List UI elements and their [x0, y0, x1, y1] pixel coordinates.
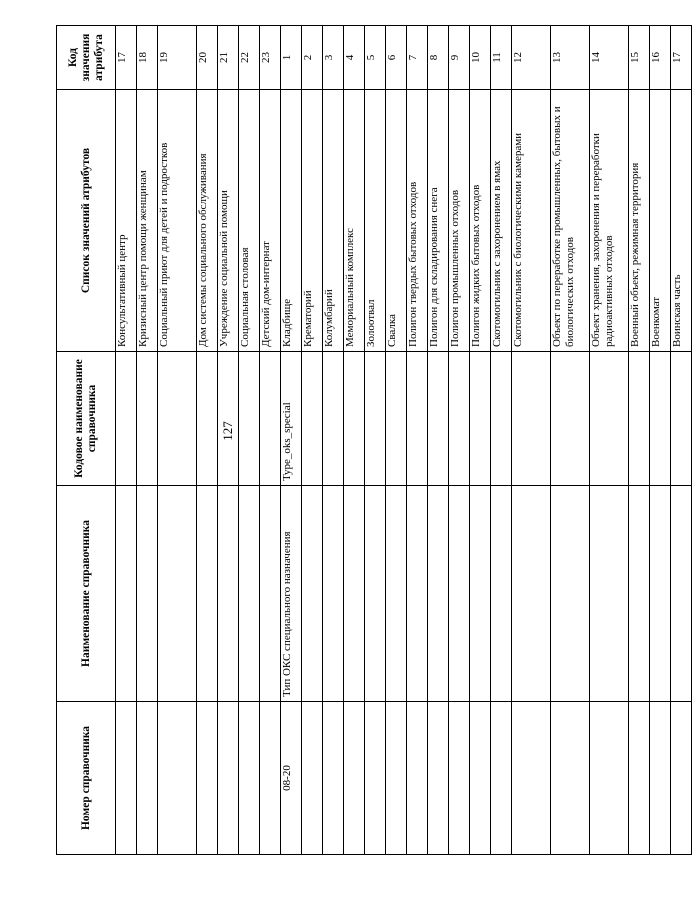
rotated-table-container	[56, 33, 683, 855]
cell-number	[407, 702, 428, 855]
cell-number	[344, 702, 365, 855]
cell-name	[491, 486, 512, 702]
cell-attr-code: 3	[323, 26, 344, 90]
cell-attr-code: 21	[218, 26, 239, 90]
cell-value: Мемориальный комплекс	[344, 90, 365, 352]
cell-name	[590, 486, 629, 702]
cell-value: Социальный приют для детей и подростков	[158, 90, 197, 352]
cell-name	[158, 486, 197, 702]
cell-number	[551, 702, 590, 855]
table-row	[302, 26, 323, 855]
cell-attr-code: 9	[449, 26, 470, 90]
cell-code-name	[158, 352, 197, 486]
cell-name	[239, 486, 260, 702]
cell-attr-code: 1	[281, 26, 302, 90]
cell-value: Объект по переработке промышленных, бытовых и биологических отходов	[551, 90, 590, 352]
cell-name	[449, 486, 470, 702]
cell-number	[365, 702, 386, 855]
cell-attr-code: 13	[551, 26, 590, 90]
cell-name	[407, 486, 428, 702]
cell-name	[551, 486, 590, 702]
table-row	[239, 26, 260, 855]
cell-value: Кладбище	[281, 90, 302, 352]
table-row	[323, 26, 344, 855]
cell-code-name	[218, 352, 239, 486]
cell-value: Полигон жидких бытовых отходов	[470, 90, 491, 352]
cell-name	[650, 486, 671, 702]
cell-code-name	[428, 352, 449, 486]
cell-code-name	[386, 352, 407, 486]
cell-attr-code: 19	[158, 26, 197, 90]
cell-name	[671, 486, 692, 702]
cell-attr-code: 20	[197, 26, 218, 90]
cell-code-name	[137, 352, 158, 486]
cell-code-name	[116, 352, 137, 486]
table-row	[281, 26, 302, 855]
cell-name	[116, 486, 137, 702]
page-number: 127	[220, 421, 235, 441]
cell-code-name	[239, 352, 260, 486]
cell-value: Золоотвал	[365, 90, 386, 352]
cell-name	[629, 486, 650, 702]
cell-value: Военный объект, режимная территория	[629, 90, 650, 352]
cell-code-name	[344, 352, 365, 486]
cell-number: 08-20	[281, 702, 302, 855]
table-row	[158, 26, 197, 855]
cell-attr-code: 17	[671, 26, 692, 90]
table-row	[344, 26, 365, 855]
table-row	[551, 26, 590, 855]
cell-number	[137, 702, 158, 855]
cell-code-name	[470, 352, 491, 486]
cell-code-name	[512, 352, 551, 486]
cell-value: Колумбарий	[323, 90, 344, 352]
cell-name	[323, 486, 344, 702]
cell-attr-code: 4	[344, 26, 365, 90]
cell-name	[386, 486, 407, 702]
cell-code-name	[491, 352, 512, 486]
header-number: Номер справочника	[57, 702, 116, 855]
header-name: Наименование справочника	[57, 486, 116, 702]
table-row	[512, 26, 551, 855]
cell-attr-code: 5	[365, 26, 386, 90]
header-code-name: Кодовое наименование справочника	[57, 352, 116, 486]
cell-code-name: Type_oks_special	[281, 352, 302, 486]
table-row	[671, 26, 692, 855]
cell-name	[260, 486, 281, 702]
cell-name	[512, 486, 551, 702]
cell-attr-code: 10	[470, 26, 491, 90]
cell-value: Социальная столовая	[239, 90, 260, 352]
table-row	[491, 26, 512, 855]
cell-number	[671, 702, 692, 855]
cell-number	[302, 702, 323, 855]
table-row	[428, 26, 449, 855]
cell-value: Консультативный центр	[116, 90, 137, 352]
cell-number	[512, 702, 551, 855]
table-row	[386, 26, 407, 855]
cell-name	[197, 486, 218, 702]
cell-number	[629, 702, 650, 855]
cell-number	[470, 702, 491, 855]
cell-attr-code: 8	[428, 26, 449, 90]
cell-number	[218, 702, 239, 855]
cell-code-name	[590, 352, 629, 486]
cell-code-name	[197, 352, 218, 486]
cell-code-name	[260, 352, 281, 486]
cell-number	[650, 702, 671, 855]
cell-name	[428, 486, 449, 702]
cell-code-name	[407, 352, 428, 486]
cell-number	[197, 702, 218, 855]
table-row	[260, 26, 281, 855]
reference-table	[56, 25, 692, 855]
cell-attr-code: 16	[650, 26, 671, 90]
cell-value: Учреждение социальной помощи	[218, 90, 239, 352]
cell-name	[365, 486, 386, 702]
cell-attr-code: 17	[116, 26, 137, 90]
cell-value: Воинская часть	[671, 90, 692, 352]
cell-code-name	[671, 352, 692, 486]
cell-value: Свалка	[386, 90, 407, 352]
cell-code-name	[365, 352, 386, 486]
cell-value: Военкомат	[650, 90, 671, 352]
cell-attr-code: 12	[512, 26, 551, 90]
cell-number	[449, 702, 470, 855]
cell-attr-code: 6	[386, 26, 407, 90]
cell-value: Скотомогильник с биологическими камерами	[512, 90, 551, 352]
cell-attr-code: 22	[239, 26, 260, 90]
cell-name	[302, 486, 323, 702]
table-row	[137, 26, 158, 855]
table-row	[407, 26, 428, 855]
table-row	[365, 26, 386, 855]
table-row	[116, 26, 137, 855]
cell-name	[218, 486, 239, 702]
cell-value: Детский дом-интернат	[260, 90, 281, 352]
cell-attr-code: 14	[590, 26, 629, 90]
cell-value: Скотомогильник с захоронением в ямах	[491, 90, 512, 352]
table-row	[590, 26, 629, 855]
table-row	[470, 26, 491, 855]
cell-code-name	[551, 352, 590, 486]
cell-name	[137, 486, 158, 702]
cell-value: Кризисный центр помощи женщинам	[137, 90, 158, 352]
cell-number	[260, 702, 281, 855]
cell-value: Полигон промышленных отходов	[449, 90, 470, 352]
cell-number	[491, 702, 512, 855]
table-row	[218, 26, 239, 855]
table-header-row	[57, 26, 116, 855]
cell-number	[158, 702, 197, 855]
table-row	[650, 26, 671, 855]
cell-name	[470, 486, 491, 702]
cell-number	[116, 702, 137, 855]
cell-value: Крематорий	[302, 90, 323, 352]
header-attr-code: Код значения атрибута	[57, 26, 116, 90]
cell-attr-code: 11	[491, 26, 512, 90]
cell-attr-code: 7	[407, 26, 428, 90]
cell-number	[323, 702, 344, 855]
header-values-list: Список значений атрибутов	[57, 90, 116, 352]
cell-code-name	[650, 352, 671, 486]
cell-value: Объект хранения, захоронения и переработки радиоактивных отходов	[590, 90, 629, 352]
cell-number	[428, 702, 449, 855]
cell-code-name	[302, 352, 323, 486]
cell-number	[386, 702, 407, 855]
cell-value: Полигон для складирования снега	[428, 90, 449, 352]
table-row	[629, 26, 650, 855]
cell-name	[344, 486, 365, 702]
cell-attr-code: 2	[302, 26, 323, 90]
table-row	[197, 26, 218, 855]
cell-code-name	[629, 352, 650, 486]
cell-attr-code: 15	[629, 26, 650, 90]
cell-code-name	[449, 352, 470, 486]
cell-value: Дом системы социального обслуживания	[197, 90, 218, 352]
table-body	[116, 26, 692, 855]
cell-number	[239, 702, 260, 855]
cell-number	[590, 702, 629, 855]
cell-code-name	[323, 352, 344, 486]
cell-value: Полигон твердых бытовых отходов	[407, 90, 428, 352]
cell-attr-code: 23	[260, 26, 281, 90]
table-row	[449, 26, 470, 855]
cell-attr-code: 18	[137, 26, 158, 90]
cell-name: Тип ОКС специального назначения	[281, 486, 302, 702]
